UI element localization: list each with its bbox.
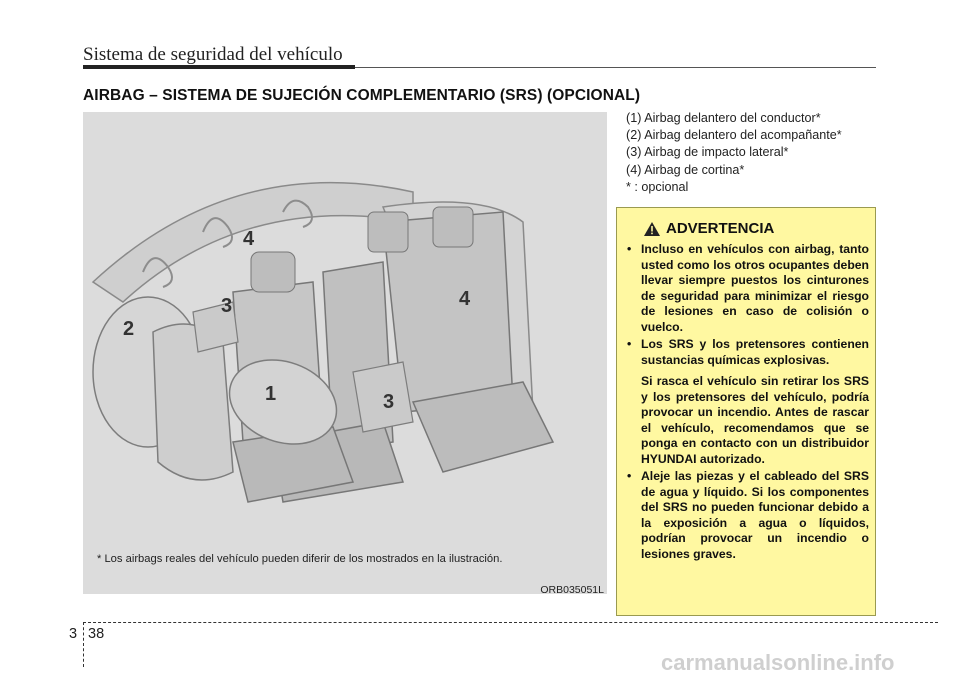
airbag-legend <box>626 110 842 196</box>
page-number: 38 <box>88 626 105 642</box>
chapter-number: 3 <box>69 626 78 642</box>
warning-item <box>627 469 869 562</box>
figure-label-4a: 4 <box>243 228 255 250</box>
airbag-illustration <box>83 112 607 594</box>
bullet: • <box>627 337 632 351</box>
figure-label-3a: 3 <box>221 295 233 317</box>
warning-item-text: Incluso en vehículos con airbag, tanto usted como los otros ocupantes deben llevar siempre puestos los cinturones de seguridad para minimizar el riesgo de lesiones en caso de colisión o vuelco. <box>641 242 869 334</box>
bullet: • <box>627 469 632 483</box>
warning-item <box>627 337 869 467</box>
warning-item-text: Aleje las piezas y el cableado del SRS de agua y líquido. Si los componentes del SRS no pueden funcionar debido a la exposición a agua o líquidos, podrían provocar un incendio o lesiones graves. <box>641 469 869 561</box>
header-rule <box>83 65 355 69</box>
warning-item-text: Los SRS y los pretensores contienen sustancias químicas explosivas. <box>641 337 869 367</box>
legend-item: (4) Airbag de cortina* <box>626 162 745 177</box>
figure-caption: * Los airbags reales del vehículo pueden diferir de los mostrados en la ilustración. <box>97 553 503 565</box>
warning-list <box>627 242 869 564</box>
footer-divider-vertical <box>83 622 84 667</box>
figure-code: ORB035051L <box>540 584 604 594</box>
watermark: carmanualsonline.info <box>661 650 895 675</box>
figure-label-3b: 3 <box>383 391 395 413</box>
figure-label-2: 2 <box>123 318 135 340</box>
header-rule-thin <box>355 67 876 68</box>
bullet: • <box>627 242 632 256</box>
legend-item: (2) Airbag delantero del acompañante* <box>626 128 842 143</box>
footer-divider <box>83 622 938 623</box>
legend-item: (3) Airbag de impacto lateral* <box>626 145 789 160</box>
warning-title-text: ADVERTENCIA <box>666 220 775 237</box>
warning-box <box>616 207 876 616</box>
warning-item <box>627 242 869 335</box>
figure-label-4b: 4 <box>459 288 471 310</box>
figure-label-1: 1 <box>265 383 277 405</box>
main-heading: AIRBAG – SISTEMA DE SUJECIÓN COMPLEMENTARIO (SRS) (OPCIONAL) <box>83 87 641 104</box>
warning-triangle-icon <box>644 222 660 236</box>
section-header: Sistema de seguridad del vehículo <box>83 44 343 65</box>
legend-item: (1) Airbag delantero del conductor* <box>626 111 821 125</box>
warning-title <box>644 220 774 237</box>
warning-item-paragraph: Si rasca el vehículo sin retirar los SRS y los pretensores del vehículo, podría provocar un incendio. Antes de rascar el vehículo, recomendamos que se ponga en contacto con un distribuidor HYUNDAI autorizado. <box>641 374 869 466</box>
legend-note: * : opcional <box>626 179 689 194</box>
airbag-illustration-drawing <box>83 112 607 594</box>
